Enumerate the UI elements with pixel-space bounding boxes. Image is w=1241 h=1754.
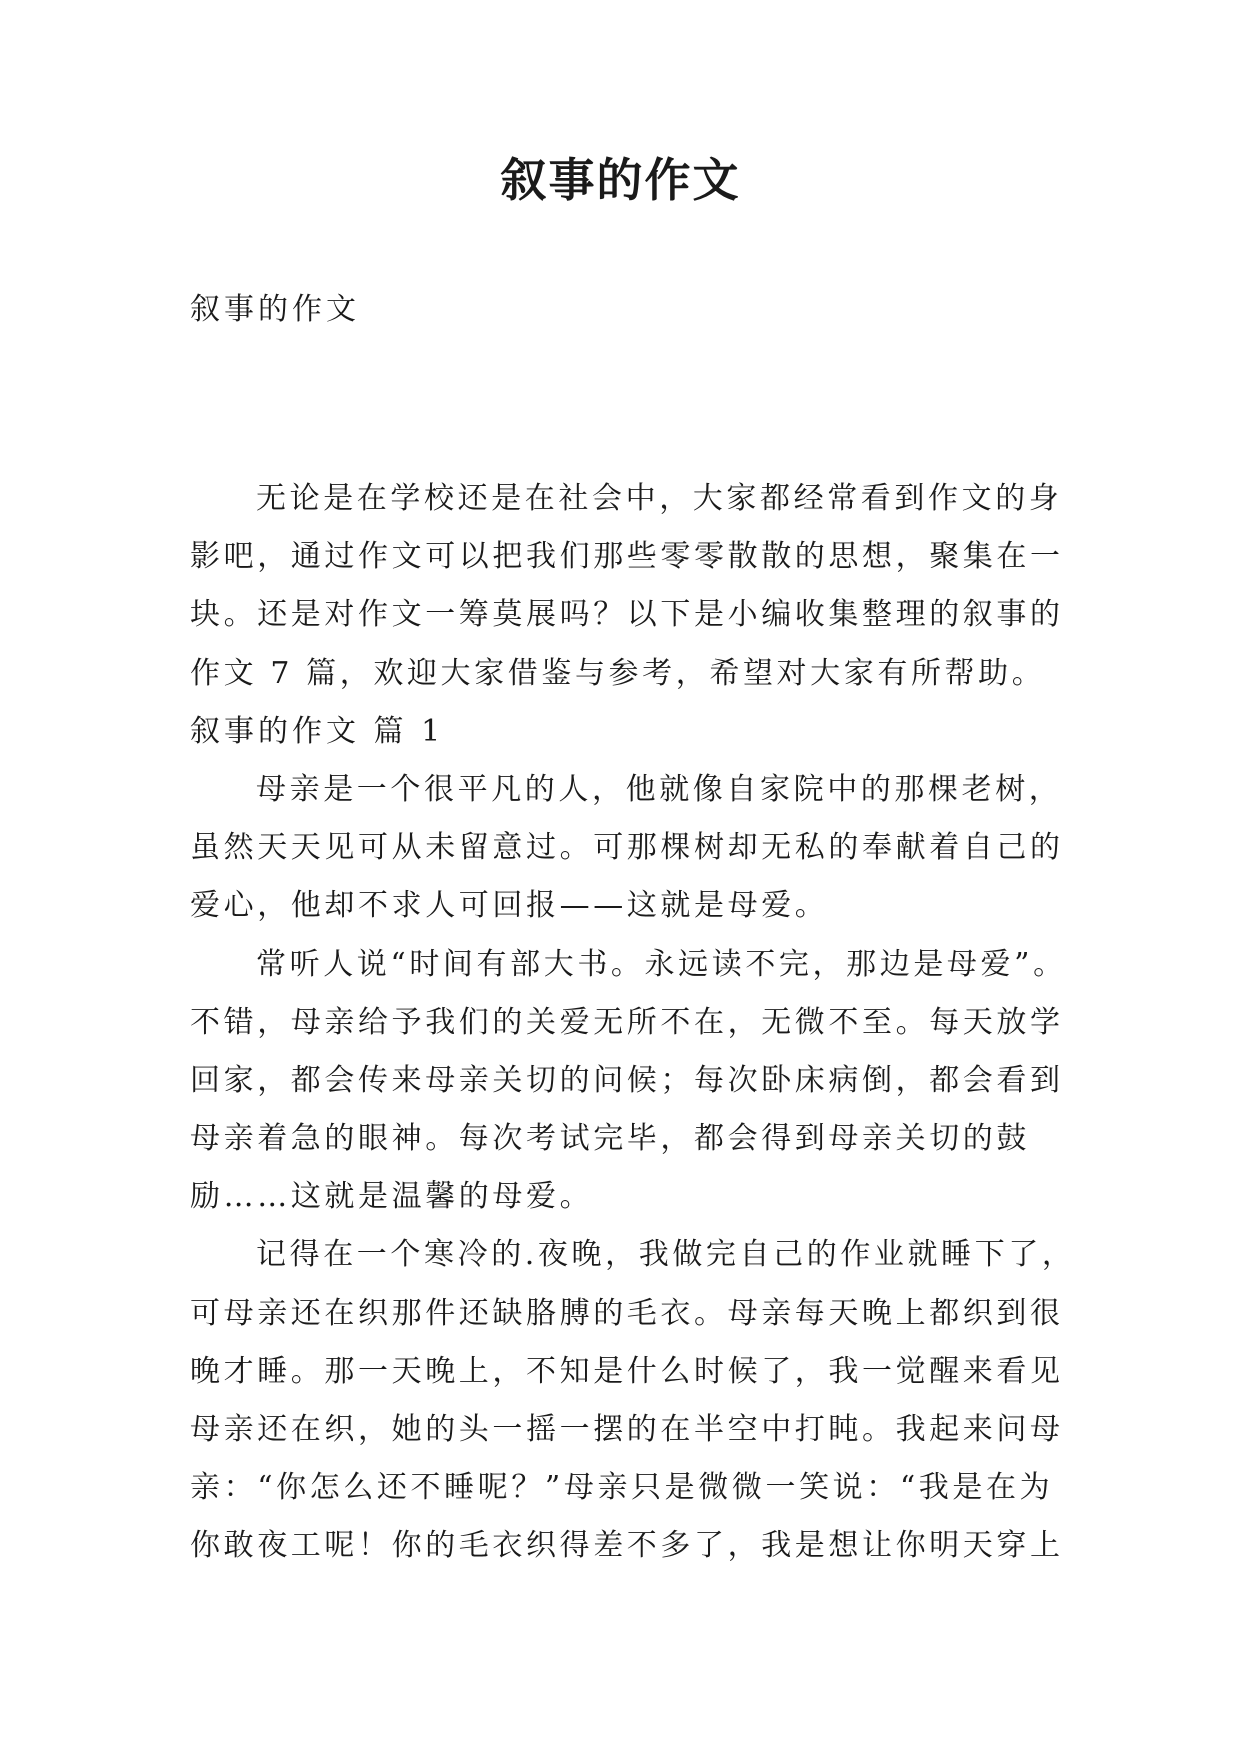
paragraph-line: 母亲是一个很平凡的人，他就像自家院中的那棵老树， [256,771,1063,807]
paragraph-line: 影吧，通过作文可以把我们那些零零散散的思想，聚集在一 [190,539,1064,575]
document-body [190,470,1076,1576]
paragraph-line: 晚才睡。那一天晚上，不知是什么时候了，我一觉醒来看见 [190,1353,1064,1389]
paragraph-line: 常听人说“时间有部大书。永远读不完，那边是母爱”。 [256,946,1067,982]
paragraph-line: 励……这就是温馨的母爱。 [190,1179,594,1215]
paragraph-line: 回家，都会传来母亲关切的问候；每次卧床病倒，都会看到 [190,1062,1064,1098]
paragraph-line: 你敢夜工呢！你的毛衣织得差不多了，我是想让你明天穿上 [190,1528,1064,1564]
paragraph-line: 无论是在学校还是在社会中，大家都经常看到作文的身 [256,481,1063,516]
document-title: 叙事的作文 [500,153,741,207]
paragraph-line: 记得在一个寒冷的.夜晚，我做完自己的作业就睡下了， [256,1237,1076,1273]
paragraph-line: 块。还是对作文一筹莫展吗？以下是小编收集整理的叙事的 [190,597,1064,633]
paragraph-line: 不错，母亲给予我们的关爱无所不在，无微不至。每天放学 [190,1004,1064,1040]
paragraph-line: 母亲还在织，她的头一摇一摆的在半空中打盹。我起来问母 [190,1412,1064,1447]
paragraph-line: 虽然天天见可从未留意过。可那棵树却无私的奉献着自己的 [190,830,1064,866]
section-heading: 叙事的作文 篇 1 [190,713,445,749]
document-subtitle: 叙事的作文 [190,292,360,327]
paragraph-line: 亲：“你怎么还不睡呢？”母亲只是微微一笑说：“我是在为 [190,1470,1054,1506]
paragraph-line: 母亲着急的眼神。每次考试完毕，都会得到母亲关切的鼓 [190,1121,1030,1157]
paragraph-line: 爱心，他却不求人可回报——这就是母爱。 [190,888,829,924]
paragraph-line: 作文 7 篇，欢迎大家借鉴与参考，希望对大家有所帮助。 [190,655,1046,691]
paragraph-line: 可母亲还在织那件还缺胳膊的毛衣。母亲每天晚上都织到很 [190,1295,1064,1331]
